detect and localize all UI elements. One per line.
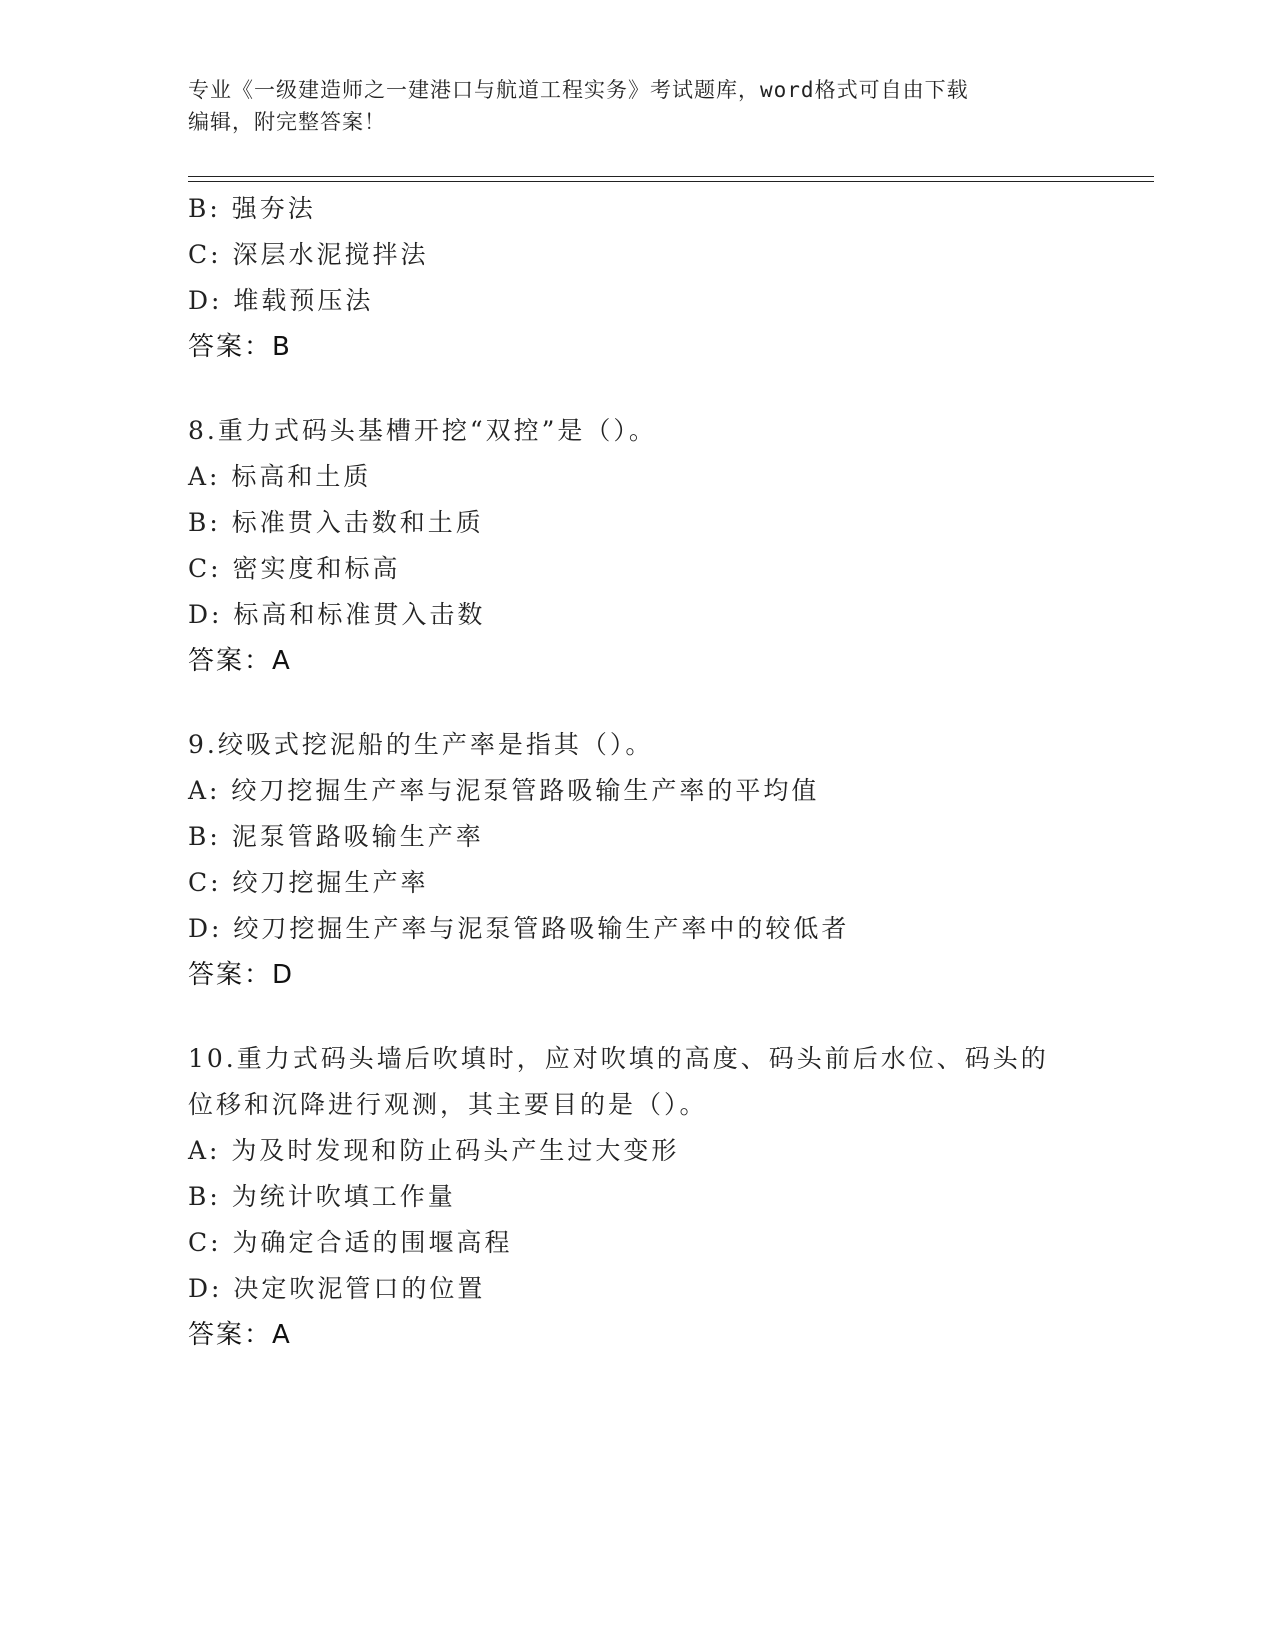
question-content [188, 186, 1148, 1358]
header-divider-top [188, 176, 1154, 177]
option-d: D: 堆载预压法 [188, 286, 374, 315]
option-d: D: 标高和标准贯入击数 [188, 600, 486, 629]
spacer [188, 998, 1148, 1036]
question-9-block [188, 722, 1148, 998]
option-d: D: 绞刀挖掘生产率与泥泵管路吸输生产率中的较低者 [188, 914, 850, 943]
answer-line: 答案：D [188, 960, 295, 990]
question-10-stem-line-2: 位移和沉降进行观测，其主要目的是（）。 [188, 1090, 708, 1119]
option-a: A: 绞刀挖掘生产率与泥泵管路吸输生产率的平均值 [188, 776, 820, 805]
option-c: C: 为确定合适的围堰高程 [188, 1228, 513, 1257]
option-b: B: 标准贯入击数和土质 [188, 508, 484, 537]
answer-line: 答案：A [188, 646, 292, 676]
option-b: B: 为统计吹填工作量 [188, 1182, 456, 1211]
spacer [188, 370, 1148, 408]
option-c: C: 绞刀挖掘生产率 [188, 868, 429, 897]
header-line-2: 编辑，附完整答案！ [188, 110, 386, 134]
prev-question-block [188, 186, 1148, 370]
header-divider-bottom [188, 181, 1154, 182]
answer-line: 答案：B [188, 332, 292, 362]
option-c: C: 密实度和标高 [188, 554, 401, 583]
question-10-stem-line-1: 10.重力式码头墙后吹填时，应对吹填的高度、码头前后水位、码头的 [188, 1044, 1049, 1073]
question-8-block [188, 408, 1148, 684]
document-header [188, 74, 1088, 138]
question-8-stem: 8.重力式码头基槽开挖“双控”是（）。 [188, 416, 657, 445]
option-c: C: 深层水泥搅拌法 [188, 240, 429, 269]
spacer [188, 684, 1148, 722]
option-b: B: 强夯法 [188, 194, 316, 223]
question-9-stem: 9.绞吸式挖泥船的生产率是指其（）。 [188, 730, 654, 759]
option-a: A: 标高和土质 [188, 462, 372, 491]
option-b: B: 泥泵管路吸输生产率 [188, 822, 484, 851]
option-a: A: 为及时发现和防止码头产生过大变形 [188, 1136, 680, 1165]
option-d: D: 决定吹泥管口的位置 [188, 1274, 486, 1303]
header-line-1: 专业《一级建造师之一建港口与航道工程实务》考试题库，word格式可自由下载 [188, 78, 969, 102]
answer-line: 答案：A [188, 1320, 292, 1350]
question-10-block [188, 1036, 1148, 1358]
